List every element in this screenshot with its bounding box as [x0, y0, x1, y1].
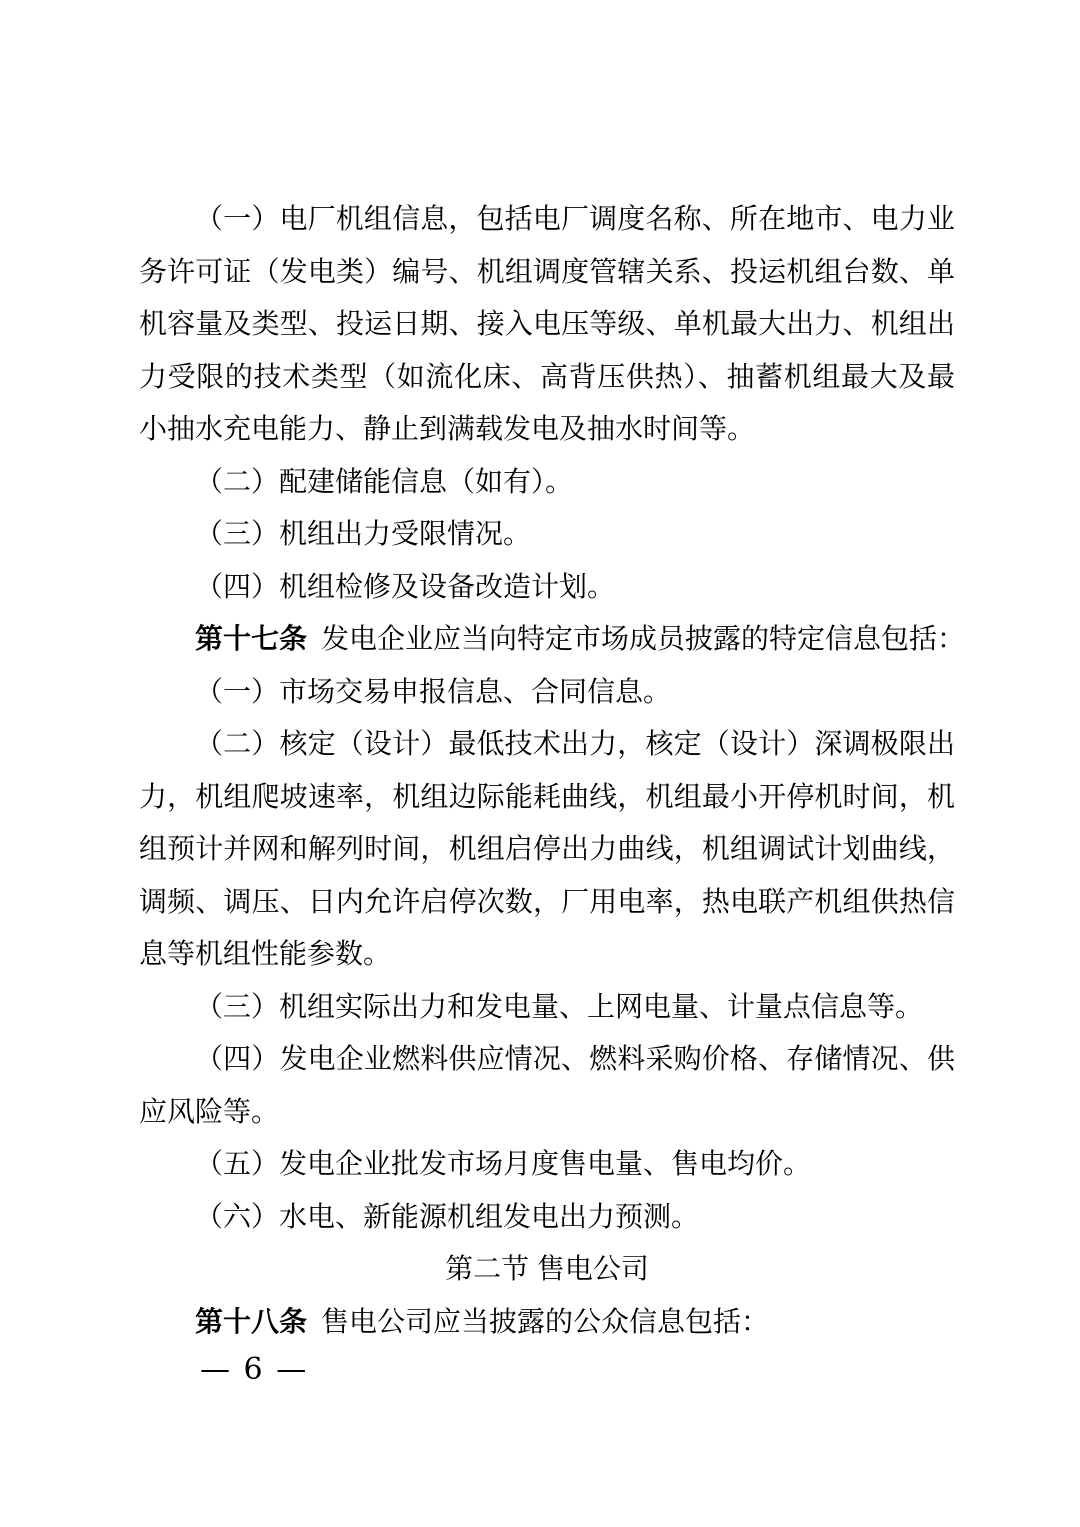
footer-dash-right: —: [276, 1352, 307, 1387]
clause-public-4: （四）机组检修及设备改造计划。: [195, 570, 616, 602]
page-footer: [200, 1352, 306, 1387]
document-text: [139, 193, 966, 1348]
clause-17-2: （二）核定（设计）最低技术出力，核定（设计）深调极限出力，机组爬坡速率，机组边际能耗曲线，机组最小开停机时间，机组预计并网和解列时间，机组启停出力曲线，机组调试计划曲线，调频、调压、日内允许启停次数，厂用电率，热电联产机组供热信息等机组性能参数。: [139, 728, 955, 969]
page-number: 6: [243, 1352, 263, 1387]
article-18-text: 售电公司应当披露的公众信息包括：: [321, 1305, 770, 1337]
article-18: [139, 1296, 955, 1349]
clause-17-4: （四）发电企业燃料供应情况、燃料采购价格、存储情况、供应风险等。: [139, 1043, 955, 1127]
article-17-number: 第十七条: [195, 623, 308, 654]
clause-17-6: （六）水电、新能源机组发电出力预测。: [195, 1200, 700, 1232]
clause-17-1: （一）市场交易申报信息、合同信息。: [195, 675, 672, 707]
clause-17-5: （五）发电企业批发市场月度售电量、售电均价。: [195, 1148, 812, 1179]
clause-public-3: （三）机组出力受限情况。: [195, 518, 532, 549]
clause-17-3: （三）机组实际出力和发电量、上网电量、计量点信息等。: [195, 990, 924, 1022]
article-17-text: 发电企业应当向特定市场成员披露的特定信息包括：: [321, 623, 966, 654]
footer-dash-left: —: [200, 1352, 230, 1387]
article-18-number: 第十八条: [195, 1305, 308, 1337]
clause-public-1: （一）电厂机组信息，包括电厂调度名称、所在地市、电力业务许可证（发电类）编号、机组调度管辖关系、投运机组台数、单机容量及类型、投运日期、接入电压等级、单机最大出力、机组出力受限的技术类型（如流化床、高背压供热）、抽蓄机组最大及最小抽水充电能力、静止到满载发电及抽水时间等。: [139, 203, 955, 444]
section-heading: 第二节 售电公司: [445, 1253, 649, 1284]
article-17: [139, 613, 966, 666]
clause-public-2: （二）配建储能信息（如有）。: [195, 465, 574, 497]
